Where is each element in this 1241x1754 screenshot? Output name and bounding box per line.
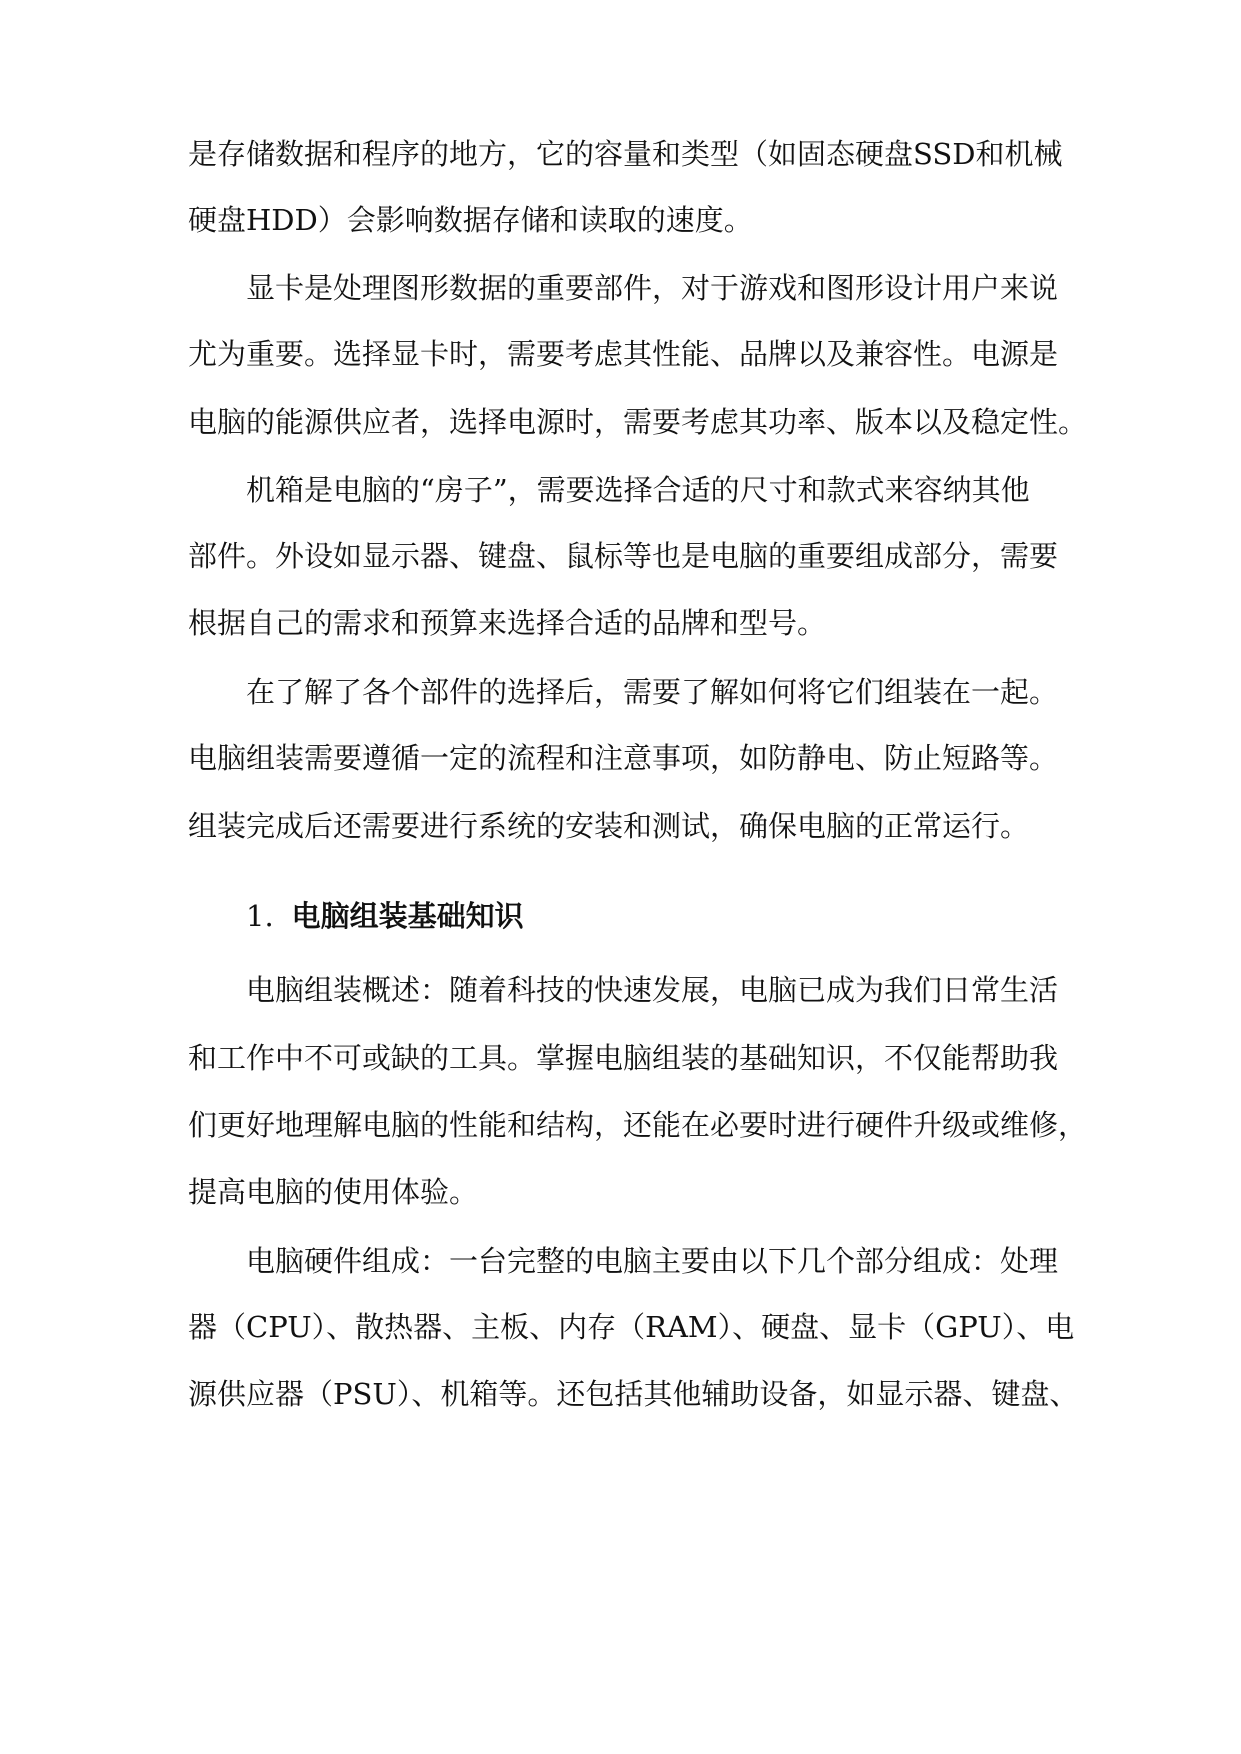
paragraph-line: 源供应器（PSU）、机箱等。还包括其他辅助设备，如显示器、键盘、 bbox=[188, 1377, 1079, 1411]
paragraph-line: 机箱是电脑的“房子”，需要选择合适的尺寸和款式来容纳其他 bbox=[246, 473, 1030, 507]
paragraph-line: 电脑组装需要遵循一定的流程和注意事项，如防静电、防止短路等。 bbox=[188, 741, 1059, 775]
paragraph-line: 电脑硬件组成：一台完整的电脑主要由以下几个部分组成：处理 bbox=[246, 1244, 1059, 1278]
paragraph-line: 是存储数据和程序的地方，它的容量和类型（如固态硬盘SSD和机械 bbox=[188, 137, 1063, 171]
paragraph-line: 提高电脑的使用体验。 bbox=[188, 1175, 479, 1209]
paragraph-line: 们更好地理解电脑的性能和结构，还能在必要时进行硬件升级或维修， bbox=[188, 1108, 1088, 1142]
section-title: 电脑组装基础知识 bbox=[291, 899, 524, 933]
paragraph-line: 根据自己的需求和预算来选择合适的品牌和型号。 bbox=[188, 606, 827, 640]
section-number: 1. bbox=[246, 899, 274, 933]
paragraph-line: 和工作中不可或缺的工具。掌握电脑组装的基础知识，不仅能帮助我 bbox=[188, 1041, 1059, 1075]
paragraph-line: 部件。外设如显示器、键盘、鼠标等也是电脑的重要组成部分，需要 bbox=[188, 539, 1059, 573]
paragraph-line: 尤为重要。选择显卡时，需要考虑其性能、品牌以及兼容性。电源是 bbox=[188, 337, 1059, 371]
paragraph-line: 在了解了各个部件的选择后，需要了解如何将它们组装在一起。 bbox=[246, 675, 1059, 709]
paragraph-line: 电脑组装概述：随着科技的快速发展，电脑已成为我们日常生活 bbox=[246, 973, 1059, 1007]
section-heading bbox=[246, 896, 524, 936]
paragraph-line: 显卡是处理图形数据的重要部件，对于游戏和图形设计用户来说 bbox=[246, 271, 1059, 305]
paragraph-line: 组装完成后还需要进行系统的安装和测试，确保电脑的正常运行。 bbox=[188, 809, 1030, 843]
paragraph-line: 硬盘HDD）会影响数据存储和读取的速度。 bbox=[188, 203, 753, 237]
paragraph-line: 电脑的能源供应者，选择电源时，需要考虑其功率、版本以及稳定性。 bbox=[188, 405, 1088, 439]
paragraph-line: 器（CPU）、散热器、主板、内存（RAM）、硬盘、显卡（GPU）、电 bbox=[188, 1310, 1075, 1344]
